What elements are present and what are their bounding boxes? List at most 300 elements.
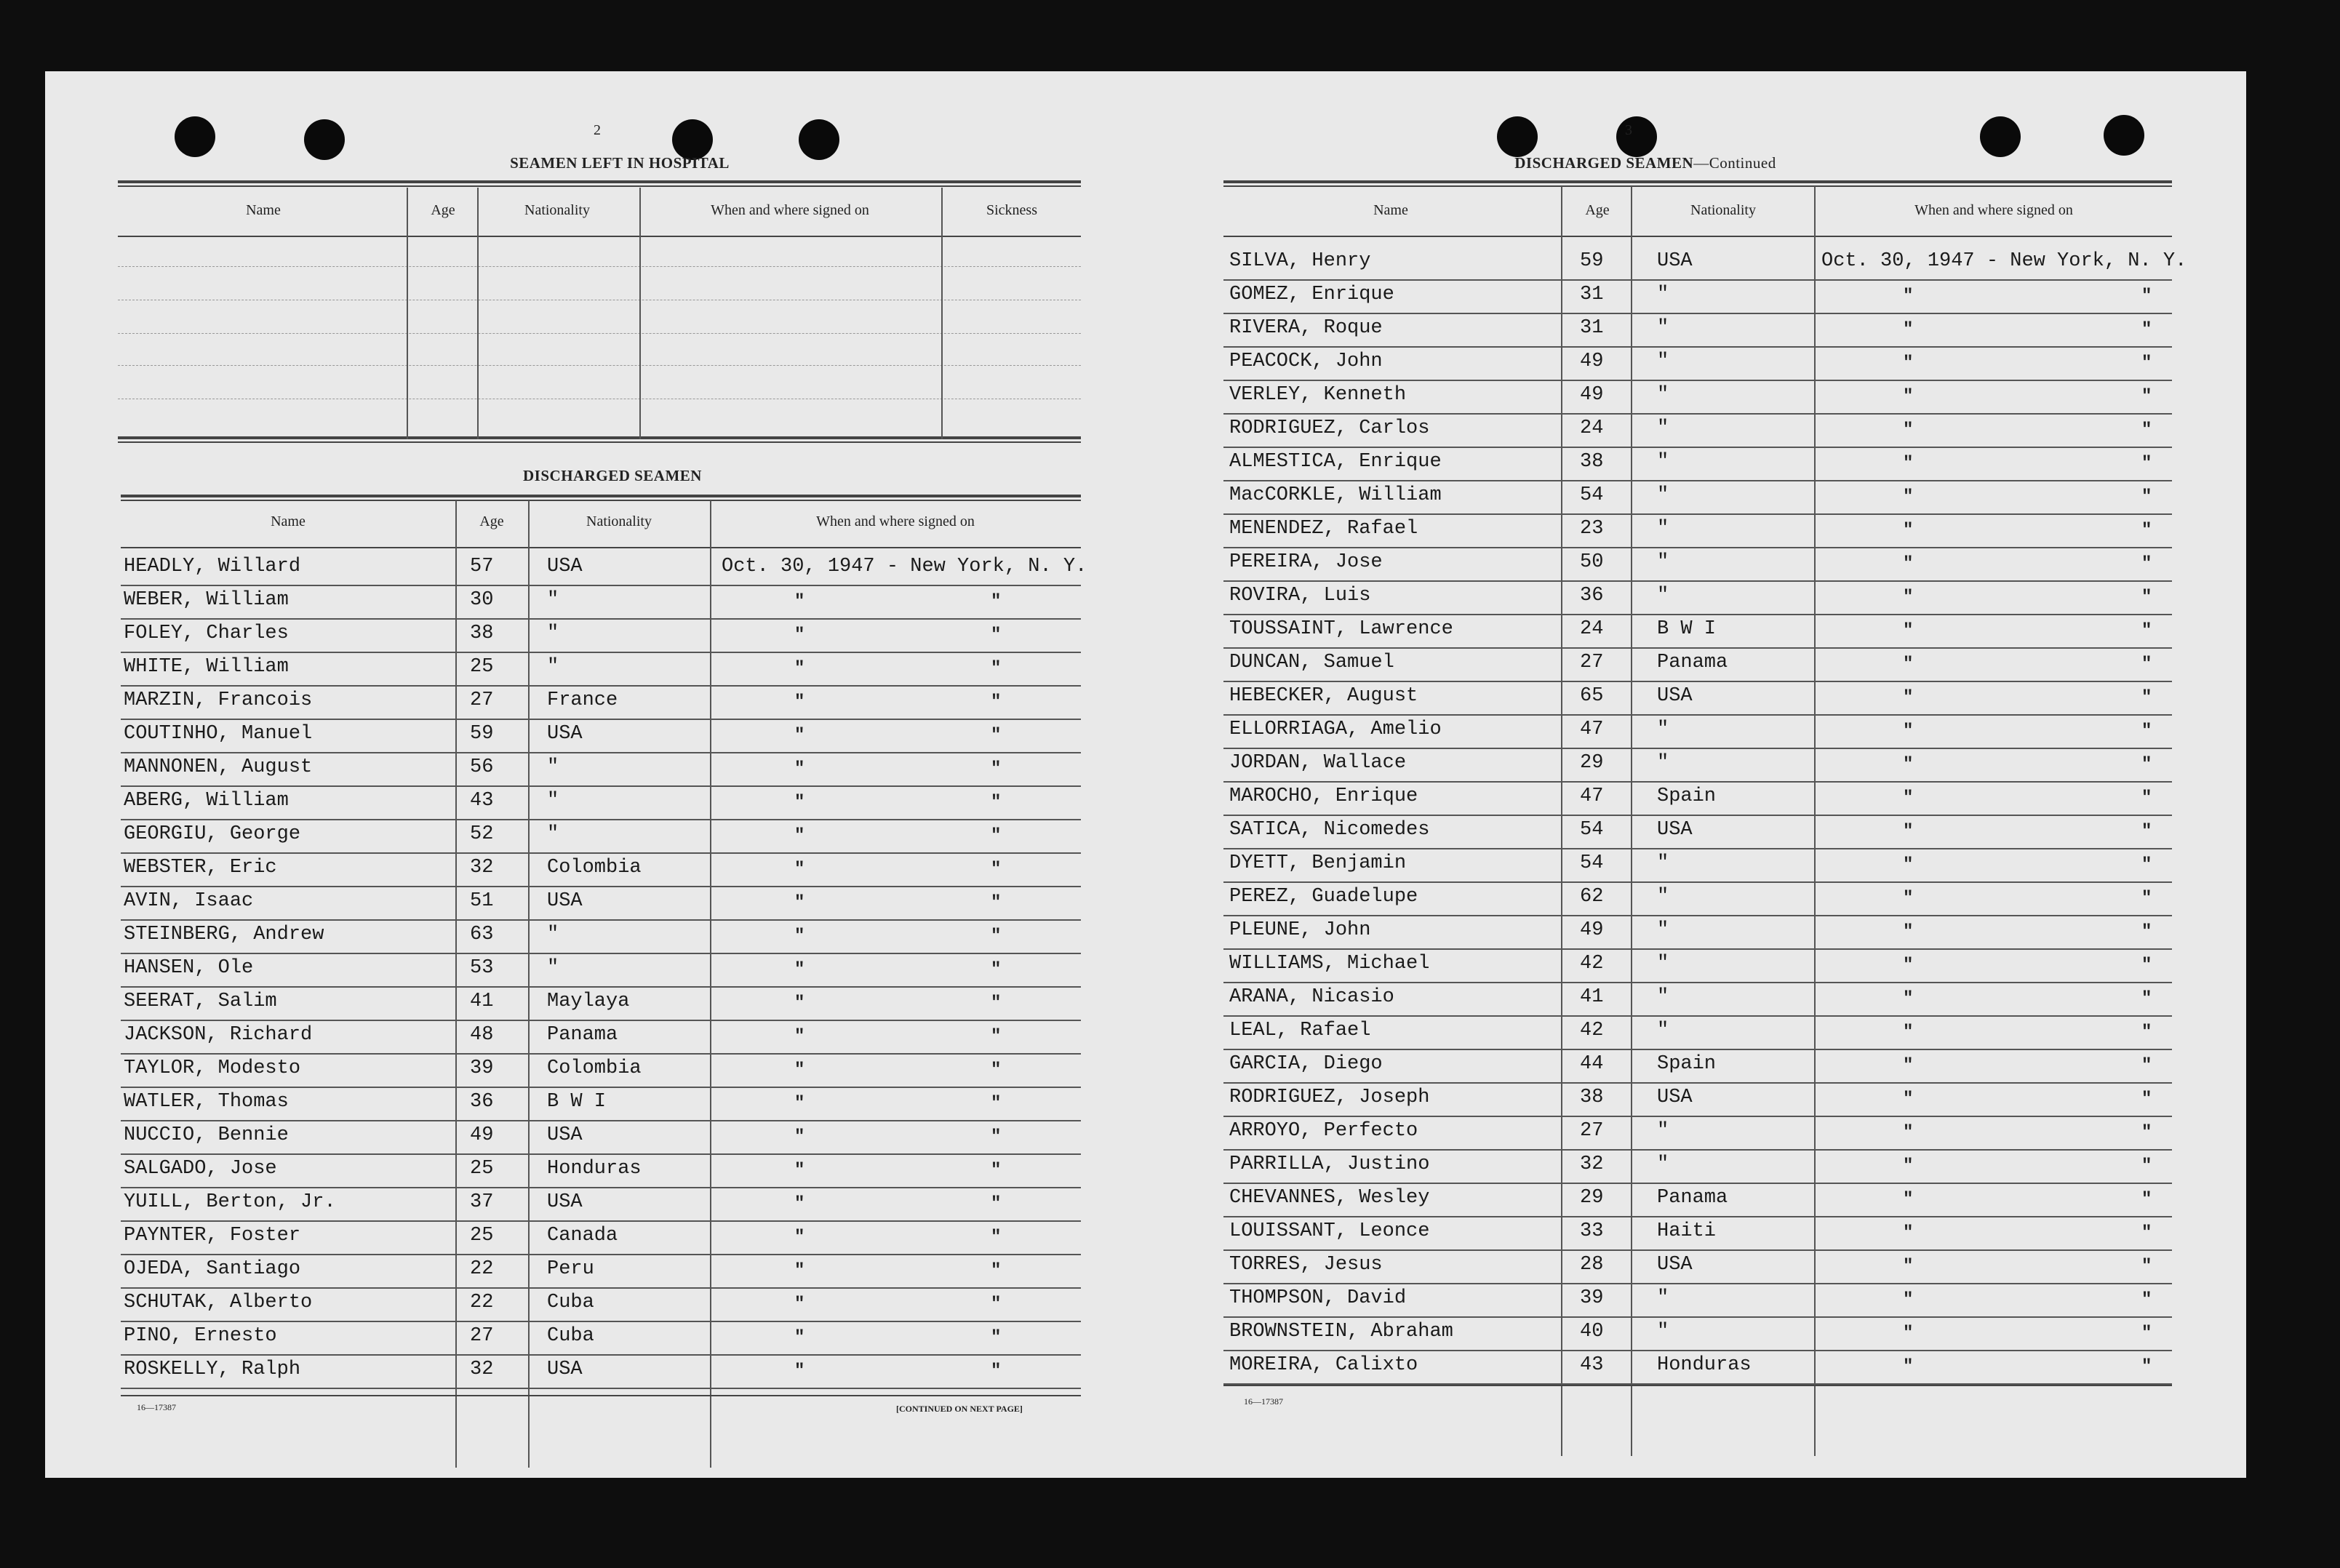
seaman-nationality: Peru [547, 1258, 594, 1280]
seaman-name: SATICA, Nicomedes [1229, 819, 1430, 841]
seaman-age: 24 [1580, 417, 1604, 439]
seaman-name: MANNONEN, August [124, 756, 313, 778]
row-rule [1223, 647, 2172, 649]
ditto-mark-place: " [991, 692, 1002, 712]
seaman-name: RODRIGUEZ, Joseph [1229, 1087, 1430, 1108]
row-rule [1223, 1316, 2172, 1318]
ditto-mark-date: " [794, 960, 805, 980]
seaman-age: 41 [470, 991, 494, 1012]
seaman-name: DUNCAN, Samuel [1229, 652, 1394, 673]
seaman-name: GOMEZ, Enrique [1229, 284, 1394, 305]
ditto-mark-place: " [2141, 353, 2152, 373]
seaman-age: 43 [1580, 1354, 1604, 1376]
ditto-mark-place: " [2141, 287, 2152, 306]
ditto-mark-date: " [1903, 788, 1914, 808]
ditto-mark-date: " [1903, 554, 1914, 574]
ditto-mark-place: " [2141, 922, 2152, 942]
seaman-nationality: " [1657, 317, 1669, 339]
seaman-name: SCHUTAK, Alberto [124, 1292, 313, 1313]
seaman-age: 28 [1580, 1254, 1604, 1276]
ditto-mark-place: " [991, 1328, 1002, 1348]
seaman-nationality: USA [1657, 685, 1693, 707]
seaman-name: PEREIRA, Jose [1229, 551, 1383, 573]
seaman-age: 54 [1580, 819, 1604, 841]
ditto-mark-place: " [2141, 454, 2152, 473]
seaman-age: 56 [470, 756, 494, 778]
ditto-mark-date: " [1903, 1190, 1914, 1209]
ditto-mark-place: " [2141, 956, 2152, 975]
row-rule [1223, 1049, 2172, 1050]
seaman-nationality: " [1657, 719, 1669, 740]
ditto-mark-date: " [1903, 387, 1914, 407]
discharged-top-rule [121, 495, 1081, 501]
seaman-nationality: " [1657, 284, 1669, 305]
ditto-mark-place: " [2141, 387, 2152, 407]
seaman-age: 39 [470, 1057, 494, 1079]
ditto-mark-place: " [991, 1127, 1002, 1147]
seaman-nationality: " [547, 756, 559, 778]
seaman-name: ELLORRIAGA, Amelio [1229, 719, 1442, 740]
ditto-mark-date: " [1903, 521, 1914, 540]
seaman-age: 27 [470, 1325, 494, 1347]
seaman-name: STEINBERG, Andrew [124, 924, 324, 945]
ditto-mark-place: " [2141, 1357, 2152, 1377]
seaman-nationality: " [547, 589, 559, 611]
ditto-mark-date: " [794, 1127, 805, 1147]
seaman-name: FOLEY, Charles [124, 623, 289, 644]
seaman-age: 54 [1580, 852, 1604, 874]
row-rule [121, 1153, 1081, 1155]
row-rule [121, 685, 1081, 687]
ditto-mark-place: " [2141, 320, 2152, 340]
seaman-age: 36 [1580, 585, 1604, 607]
ditto-mark-place: " [2141, 588, 2152, 607]
right-col-name: Name [1373, 202, 1408, 218]
seaman-name: PINO, Ernesto [124, 1325, 277, 1347]
row-rule [1223, 346, 2172, 348]
seaman-name: WEBSTER, Eric [124, 857, 277, 879]
row-rule [121, 1287, 1081, 1289]
seaman-name: HEADLY, Willard [124, 556, 301, 577]
seaman-nationality: " [1657, 852, 1669, 874]
seaman-age: 33 [1580, 1220, 1604, 1242]
seaman-name: DYETT, Benjamin [1229, 852, 1407, 874]
seaman-name: ARROYO, Perfecto [1229, 1120, 1418, 1142]
row-rule [1223, 848, 2172, 849]
seaman-nationality: Spain [1657, 785, 1717, 807]
ditto-mark-date: " [1903, 287, 1914, 306]
seaman-age: 36 [470, 1091, 494, 1113]
ditto-mark-date: " [1903, 755, 1914, 775]
seaman-nationality: " [1657, 484, 1669, 506]
seaman-nationality: USA [547, 1359, 583, 1380]
seaman-name: PEACOCK, John [1229, 351, 1383, 372]
seaman-age: 25 [470, 656, 494, 678]
row-rule [121, 1187, 1081, 1188]
ditto-mark-date: " [794, 1194, 805, 1214]
ditto-mark-date: " [1903, 721, 1914, 741]
seaman-nationality: " [1657, 886, 1669, 908]
discharged-col-divider [528, 500, 530, 1468]
row-rule [121, 1053, 1081, 1055]
ditto-mark-place: " [991, 927, 1002, 946]
seaman-age: 59 [470, 723, 494, 745]
seaman-name: ARANA, Nicasio [1229, 986, 1394, 1008]
seaman-age: 48 [470, 1024, 494, 1046]
seaman-nationality: " [1657, 551, 1669, 573]
ditto-mark-date: " [794, 1027, 805, 1047]
hospital-row-line [118, 365, 1081, 366]
hospital-col-age: Age [431, 202, 455, 218]
seaman-nationality: " [1657, 417, 1669, 439]
ditto-mark-place: " [2141, 1290, 2152, 1310]
ditto-mark-date: " [1903, 1290, 1914, 1310]
ditto-mark-date: " [1903, 922, 1914, 942]
row-rule [1223, 815, 2172, 816]
ditto-mark-date: " [794, 860, 805, 879]
seaman-nationality: Honduras [547, 1158, 642, 1180]
seaman-name: WEBER, William [124, 589, 289, 611]
seaman-nationality: Panama [547, 1024, 618, 1046]
hospital-header-rule [118, 236, 1081, 237]
seaman-age: 43 [470, 790, 494, 812]
seaman-age: 38 [1580, 451, 1604, 473]
ditto-mark-date: " [1903, 1156, 1914, 1176]
row-rule [121, 1087, 1081, 1088]
ditto-mark-date: " [794, 927, 805, 946]
ditto-mark-place: " [2141, 1056, 2152, 1076]
row-rule [121, 886, 1081, 887]
ditto-mark-place: " [991, 1295, 1002, 1314]
ditto-mark-date: " [1903, 688, 1914, 708]
seaman-name: HEBECKER, August [1229, 685, 1418, 707]
row-rule [1223, 614, 2172, 615]
ditto-mark-place: " [991, 893, 1002, 913]
seaman-age: 27 [1580, 652, 1604, 673]
ditto-mark-place: " [2141, 822, 2152, 841]
row-rule [121, 652, 1081, 653]
discharged-col-nationality: Nationality [586, 513, 652, 529]
ditto-mark-date: " [1903, 487, 1914, 507]
seaman-age: 37 [470, 1191, 494, 1213]
row-rule [1223, 480, 2172, 481]
seaman-age: 41 [1580, 986, 1604, 1008]
seaman-name: JORDAN, Wallace [1229, 752, 1407, 774]
seaman-name: GARCIA, Diego [1229, 1053, 1383, 1075]
ditto-mark-date: " [1903, 353, 1914, 373]
row-rule [121, 752, 1081, 753]
seaman-nationality: " [1657, 1020, 1669, 1041]
seaman-age: 22 [470, 1292, 494, 1313]
ditto-mark-place: " [2141, 1190, 2152, 1209]
row-rule [1223, 447, 2172, 448]
seaman-name: TORRES, Jesus [1229, 1254, 1383, 1276]
ditto-mark-date: " [794, 692, 805, 712]
seaman-nationality: " [547, 957, 559, 979]
row-rule [1223, 915, 2172, 916]
seaman-age: 49 [1580, 919, 1604, 941]
hospital-row-line [118, 266, 1081, 267]
right-col-age: Age [1585, 202, 1610, 218]
right-section-title-cont: —Continued [1693, 154, 1776, 172]
form-number: 16—17387 [137, 1402, 176, 1412]
seaman-age: 63 [470, 924, 494, 945]
seaman-age: 52 [470, 823, 494, 845]
hospital-bottom-rule [118, 436, 1081, 443]
seaman-nationality: " [1657, 1287, 1669, 1309]
ditto-mark-place: " [991, 1094, 1002, 1113]
ditto-mark-date: " [1903, 1056, 1914, 1076]
seaman-name: PARRILLA, Justino [1229, 1153, 1430, 1175]
seaman-name: MacCORKLE, William [1229, 484, 1442, 506]
row-rule [1223, 714, 2172, 716]
seaman-name: ROSKELLY, Ralph [124, 1359, 301, 1380]
form-number: 16—17387 [1244, 1396, 1283, 1407]
seaman-name: TAYLOR, Modesto [124, 1057, 301, 1079]
ditto-mark-place: " [991, 1361, 1002, 1381]
row-rule [1223, 1216, 2172, 1217]
seaman-name: HANSEN, Ole [124, 957, 254, 979]
ditto-mark-date: " [1903, 1123, 1914, 1143]
seaman-age: 22 [470, 1258, 494, 1280]
hospital-col-divider [407, 188, 408, 439]
ditto-mark-date: " [1903, 1089, 1914, 1109]
right-top-rule [1223, 180, 2172, 187]
seaman-nationality: " [547, 924, 559, 945]
discharged-col-divider [455, 500, 457, 1468]
seaman-signed-on: Oct. 30, 1947 - New York, N. Y. [1821, 250, 2187, 272]
right-header-rule [1223, 236, 2172, 237]
discharged-col-signed-on: When and where signed on [816, 513, 975, 529]
seaman-nationality: " [1657, 953, 1669, 975]
seaman-age: 42 [1580, 953, 1604, 975]
seaman-nationality: Cuba [547, 1292, 594, 1313]
row-rule [121, 1220, 1081, 1222]
ditto-mark-place: " [2141, 420, 2152, 440]
seaman-age: 40 [1580, 1321, 1604, 1343]
ditto-mark-date: " [794, 1094, 805, 1113]
seaman-name: TOUSSAINT, Lawrence [1229, 618, 1453, 640]
page-number: 2 [594, 122, 601, 138]
ditto-mark-place: " [2141, 788, 2152, 808]
seaman-nationality: USA [1657, 1254, 1693, 1276]
hospital-col-divider [941, 188, 943, 439]
seaman-age: 57 [470, 556, 494, 577]
seaman-age: 31 [1580, 317, 1604, 339]
seaman-age: 24 [1580, 618, 1604, 640]
seaman-nationality: Colombia [547, 1057, 642, 1079]
seaman-age: 29 [1580, 752, 1604, 774]
seaman-nationality: USA [547, 556, 583, 577]
ditto-mark-place: " [991, 960, 1002, 980]
row-rule [1223, 982, 2172, 983]
ditto-mark-date: " [794, 592, 805, 612]
seaman-name: AVIN, Isaac [124, 890, 254, 912]
ditto-mark-place: " [991, 1228, 1002, 1247]
seaman-age: 49 [470, 1124, 494, 1146]
ditto-mark-date: " [794, 1328, 805, 1348]
ditto-mark-date: " [1903, 1223, 1914, 1243]
right-col-nationality: Nationality [1690, 202, 1756, 218]
seaman-nationality: " [1657, 585, 1669, 607]
row-rule [1223, 513, 2172, 515]
right-col-divider [1631, 186, 1632, 1456]
row-rule [1223, 781, 2172, 783]
seaman-nationality: " [1657, 518, 1669, 540]
seaman-name: ROVIRA, Luis [1229, 585, 1371, 607]
ditto-mark-place: " [2141, 889, 2152, 908]
ditto-mark-date: " [1903, 822, 1914, 841]
ditto-mark-date: " [794, 1295, 805, 1314]
hospital-section-title: SEAMEN LEFT IN HOSPITAL [510, 154, 730, 172]
seaman-age: 38 [470, 623, 494, 644]
ditto-mark-date: " [794, 1261, 805, 1281]
ditto-mark-place: " [2141, 721, 2152, 741]
seaman-signed-on: Oct. 30, 1947 - New York, N. Y. [722, 556, 1087, 577]
right-section-title-main: DISCHARGED SEAMEN [1514, 154, 1694, 172]
seaman-name: LEAL, Rafael [1229, 1020, 1371, 1041]
ditto-mark-date: " [1903, 855, 1914, 875]
document-paper [45, 71, 2246, 1478]
row-rule [1223, 748, 2172, 749]
ditto-mark-place: " [2141, 655, 2152, 674]
ditto-mark-place: " [991, 726, 1002, 745]
seaman-nationality: Panama [1657, 652, 1728, 673]
ditto-mark-place: " [991, 860, 1002, 879]
seaman-name: BROWNSTEIN, Abraham [1229, 1321, 1453, 1343]
row-rule [1223, 1183, 2172, 1184]
seaman-age: 49 [1580, 384, 1604, 406]
seaman-nationality: USA [1657, 1087, 1693, 1108]
seaman-age: 59 [1580, 250, 1604, 272]
ditto-mark-place: " [2141, 755, 2152, 775]
row-rule [121, 1120, 1081, 1121]
seaman-name: THOMPSON, David [1229, 1287, 1407, 1309]
right-section-title [1456, 154, 1834, 172]
seaman-nationality: Maylaya [547, 991, 630, 1012]
row-rule [121, 785, 1081, 787]
seaman-name: VERLEY, Kenneth [1229, 384, 1407, 406]
row-rule [121, 1254, 1081, 1255]
ditto-mark-date: " [1903, 621, 1914, 641]
row-rule [1223, 313, 2172, 314]
seaman-age: 27 [1580, 1120, 1604, 1142]
row-rule [121, 1354, 1081, 1356]
ditto-mark-date: " [1903, 889, 1914, 908]
row-rule [121, 1020, 1081, 1021]
ditto-mark-date: " [1903, 454, 1914, 473]
ditto-mark-place: " [2141, 1223, 2152, 1243]
ditto-mark-date: " [1903, 1257, 1914, 1276]
row-rule [1223, 580, 2172, 582]
ditto-mark-date: " [1903, 1357, 1914, 1377]
ditto-mark-place: " [991, 1194, 1002, 1214]
seaman-age: 25 [470, 1158, 494, 1180]
row-rule [1223, 1350, 2172, 1351]
seaman-age: 25 [470, 1225, 494, 1247]
hospital-col-divider [639, 188, 641, 439]
seaman-age: 38 [1580, 1087, 1604, 1108]
ditto-mark-date: " [1903, 1324, 1914, 1343]
seaman-age: 47 [1580, 719, 1604, 740]
row-rule [1223, 948, 2172, 950]
ditto-mark-date: " [794, 659, 805, 679]
seaman-age: 30 [470, 589, 494, 611]
page-number: 3 [1625, 122, 1632, 138]
seaman-nationality: " [1657, 351, 1669, 372]
seaman-nationality: " [1657, 451, 1669, 473]
row-rule [1223, 279, 2172, 281]
seaman-nationality: Colombia [547, 857, 642, 879]
seaman-nationality: USA [547, 1191, 583, 1213]
ditto-mark-date: " [1903, 655, 1914, 674]
seaman-name: COUTINHO, Manuel [124, 723, 313, 745]
ditto-mark-place: " [991, 659, 1002, 679]
seaman-age: 49 [1580, 351, 1604, 372]
seaman-nationality: France [547, 689, 618, 711]
row-rule [121, 919, 1081, 921]
seaman-name: RODRIGUEZ, Carlos [1229, 417, 1430, 439]
ditto-mark-place: " [2141, 521, 2152, 540]
seaman-nationality: Haiti [1657, 1220, 1717, 1242]
ditto-mark-date: " [794, 759, 805, 779]
ditto-mark-place: " [2141, 1089, 2152, 1109]
hospital-col-signed-on: When and where signed on [711, 202, 869, 218]
ditto-mark-place: " [991, 826, 1002, 846]
seaman-age: 32 [470, 857, 494, 879]
seaman-age: 44 [1580, 1053, 1604, 1075]
row-rule [121, 986, 1081, 988]
seaman-age: 29 [1580, 1187, 1604, 1209]
seaman-age: 31 [1580, 284, 1604, 305]
row-rule [1223, 547, 2172, 548]
discharged-bottom-rule [121, 1395, 1081, 1396]
row-rule [1223, 1283, 2172, 1284]
ditto-mark-date: " [794, 1161, 805, 1180]
seaman-nationality: USA [1657, 819, 1693, 841]
discharged-col-age: Age [479, 513, 504, 529]
seaman-age: 62 [1580, 886, 1604, 908]
row-rule [1223, 1082, 2172, 1084]
ditto-mark-date: " [794, 1228, 805, 1247]
seaman-age: 32 [470, 1359, 494, 1380]
ditto-mark-place: " [991, 1261, 1002, 1281]
row-rule [1223, 681, 2172, 682]
ditto-mark-place: " [991, 993, 1002, 1013]
seaman-name: ABERG, William [124, 790, 289, 812]
seaman-nationality: " [547, 823, 559, 845]
ditto-mark-place: " [2141, 1156, 2152, 1176]
ditto-mark-place: " [2141, 554, 2152, 574]
seaman-nationality: USA [547, 1124, 583, 1146]
hospital-col-sickness: Sickness [986, 202, 1037, 218]
seaman-name: MOREIRA, Calixto [1229, 1354, 1418, 1376]
seaman-age: 39 [1580, 1287, 1604, 1309]
right-page [1151, 71, 2246, 1478]
row-rule [1223, 1149, 2172, 1151]
ditto-mark-place: " [2141, 621, 2152, 641]
seaman-name: JACKSON, Richard [124, 1024, 313, 1046]
ditto-mark-date: " [794, 793, 805, 812]
row-rule [1223, 1015, 2172, 1017]
ditto-mark-date: " [794, 993, 805, 1013]
seaman-name: LOUISSANT, Leonce [1229, 1220, 1430, 1242]
seaman-age: 27 [470, 689, 494, 711]
seaman-nationality: " [547, 656, 559, 678]
discharged-col-name: Name [271, 513, 306, 529]
seaman-age: 32 [1580, 1153, 1604, 1175]
ditto-mark-date: " [1903, 320, 1914, 340]
